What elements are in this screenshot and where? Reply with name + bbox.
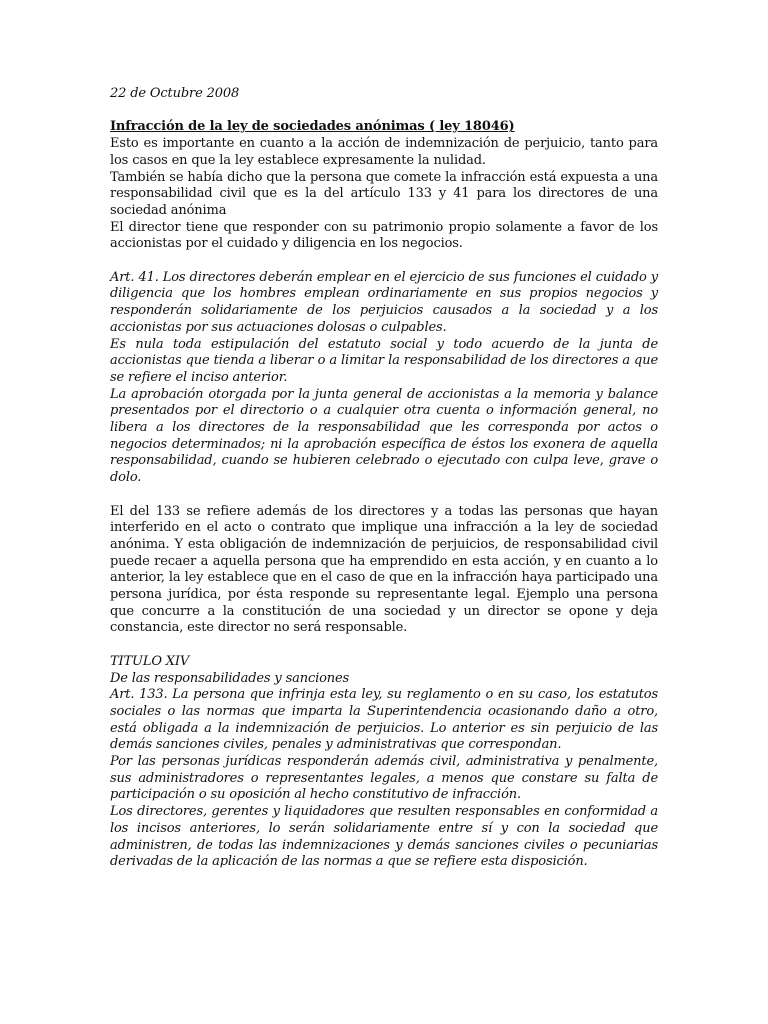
spacer — [110, 487, 658, 504]
intro-paragraph-2: También se había dicho que la persona que comete la infracción está expuesta a una responsabilidad civil que es la del artículo 133 y 41 para los directores de una sociedad anónima — [110, 169, 658, 218]
art41-paragraph-3: La aprobación otorgada por la junta general de accionistas a la memoria y balance presentados por el directorio o a cualquier otra cuenta o información general, no libera a los directores de la responsabilidad que les corresponda por actos o negocios determinados; ni la aprobación específica de éstos los exonera de aquella responsabilidad, cuando se hubieren celebrado o ejecutado con culpa leve, grave o dolo. — [110, 386, 658, 486]
intro-paragraph-1: Esto es importante en cuanto a la acción de indemnización de perjuicio, tanto para los casos en que la ley establece expresamente la nulidad. — [110, 136, 658, 168]
document-page — [110, 86, 658, 871]
section-heading: Infracción de la ley de sociedades anónimas ( ley 18046) — [110, 119, 515, 135]
spacer — [110, 253, 658, 270]
spacer — [110, 103, 658, 120]
document-date: 22 de Octubre 2008 — [110, 86, 240, 101]
art133-paragraph-2: Por las personas jurídicas responderán además civil, administrativa y penalmente, sus administradores o representantes legales, a menos que constare su falta de participación o su oposición al hecho constitutivo de infracción. — [110, 754, 658, 803]
art133-paragraph-1: Art. 133. La persona que infrinja esta ley, su reglamento o en su caso, los estatutos sociales o las normas que imparta la Superintendencia ocasionando daño a otro, está obligada a la indemnización de perjuicios. Lo anterior es sin perjuicio de las demás sanciones civiles, penales y administrativas que correspondan. — [110, 687, 658, 753]
titulo-subheading: De las responsabilidades y sanciones — [110, 670, 350, 686]
spacer — [110, 637, 658, 654]
art41-paragraph-2: Es nula toda estipulación del estatuto social y todo acuerdo de la junta de accionistas que tienda a liberar o a limitar la responsabilidad de los directores a que se refiere el inciso anterior. — [110, 336, 658, 385]
art133-paragraph-3: Los directores, gerentes y liquidadores que resulten responsables en conformidad a los incisos anteriores, lo serán solidariamente entre sí y con la sociedad que administren, de todas las indemnizaciones y demás sanciones civiles o pecuniarias derivadas de la aplicación de las normas a que se refiere esta disposición. — [110, 804, 658, 870]
intro-paragraph-3: El director tiene que responder con su patrimonio propio solamente a favor de los accionistas por el cuidado y diligencia en los negocios. — [110, 219, 658, 252]
commentary-paragraph: El del 133 se refiere además de los directores y a todas las personas que hayan interferido en el acto o contrato que implique una infracción a la ley de sociedad anónima. Y esta obligación de indemnización de perjuicios, de responsabilidad civil puede recaer a aquella persona que ha emprendido en esta acción, y en cuanto a lo anterior, la ley establece que en el caso de que en la infracción haya participado una persona jurídica, por ésta responde su representante legal. Ejemplo una persona que concurre a la constitución de una sociedad y un director se opone y deja constancia, este director no será responsable. — [110, 503, 658, 636]
titulo-heading: TITULO XIV — [110, 653, 190, 669]
art41-paragraph-1: Art. 41. Los directores deberán emplear en el ejercicio de sus funciones el cuidado y diligencia que los hombres emplean ordinariamente en sus propios negocios y responderán solidariamente de los perjuicios causados a la sociedad y a los accionistas por sus actuaciones dolosas o culpables. — [110, 269, 658, 335]
